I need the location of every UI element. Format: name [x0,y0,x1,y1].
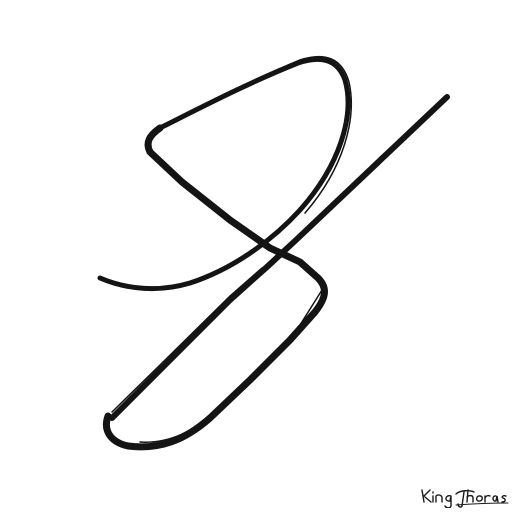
diagonal-stroke-taper [380,96,448,158]
signature-scribble [418,484,510,508]
top-arc-stroke [100,59,348,288]
artist-signature [418,484,510,508]
diagonal-stroke [112,97,447,418]
